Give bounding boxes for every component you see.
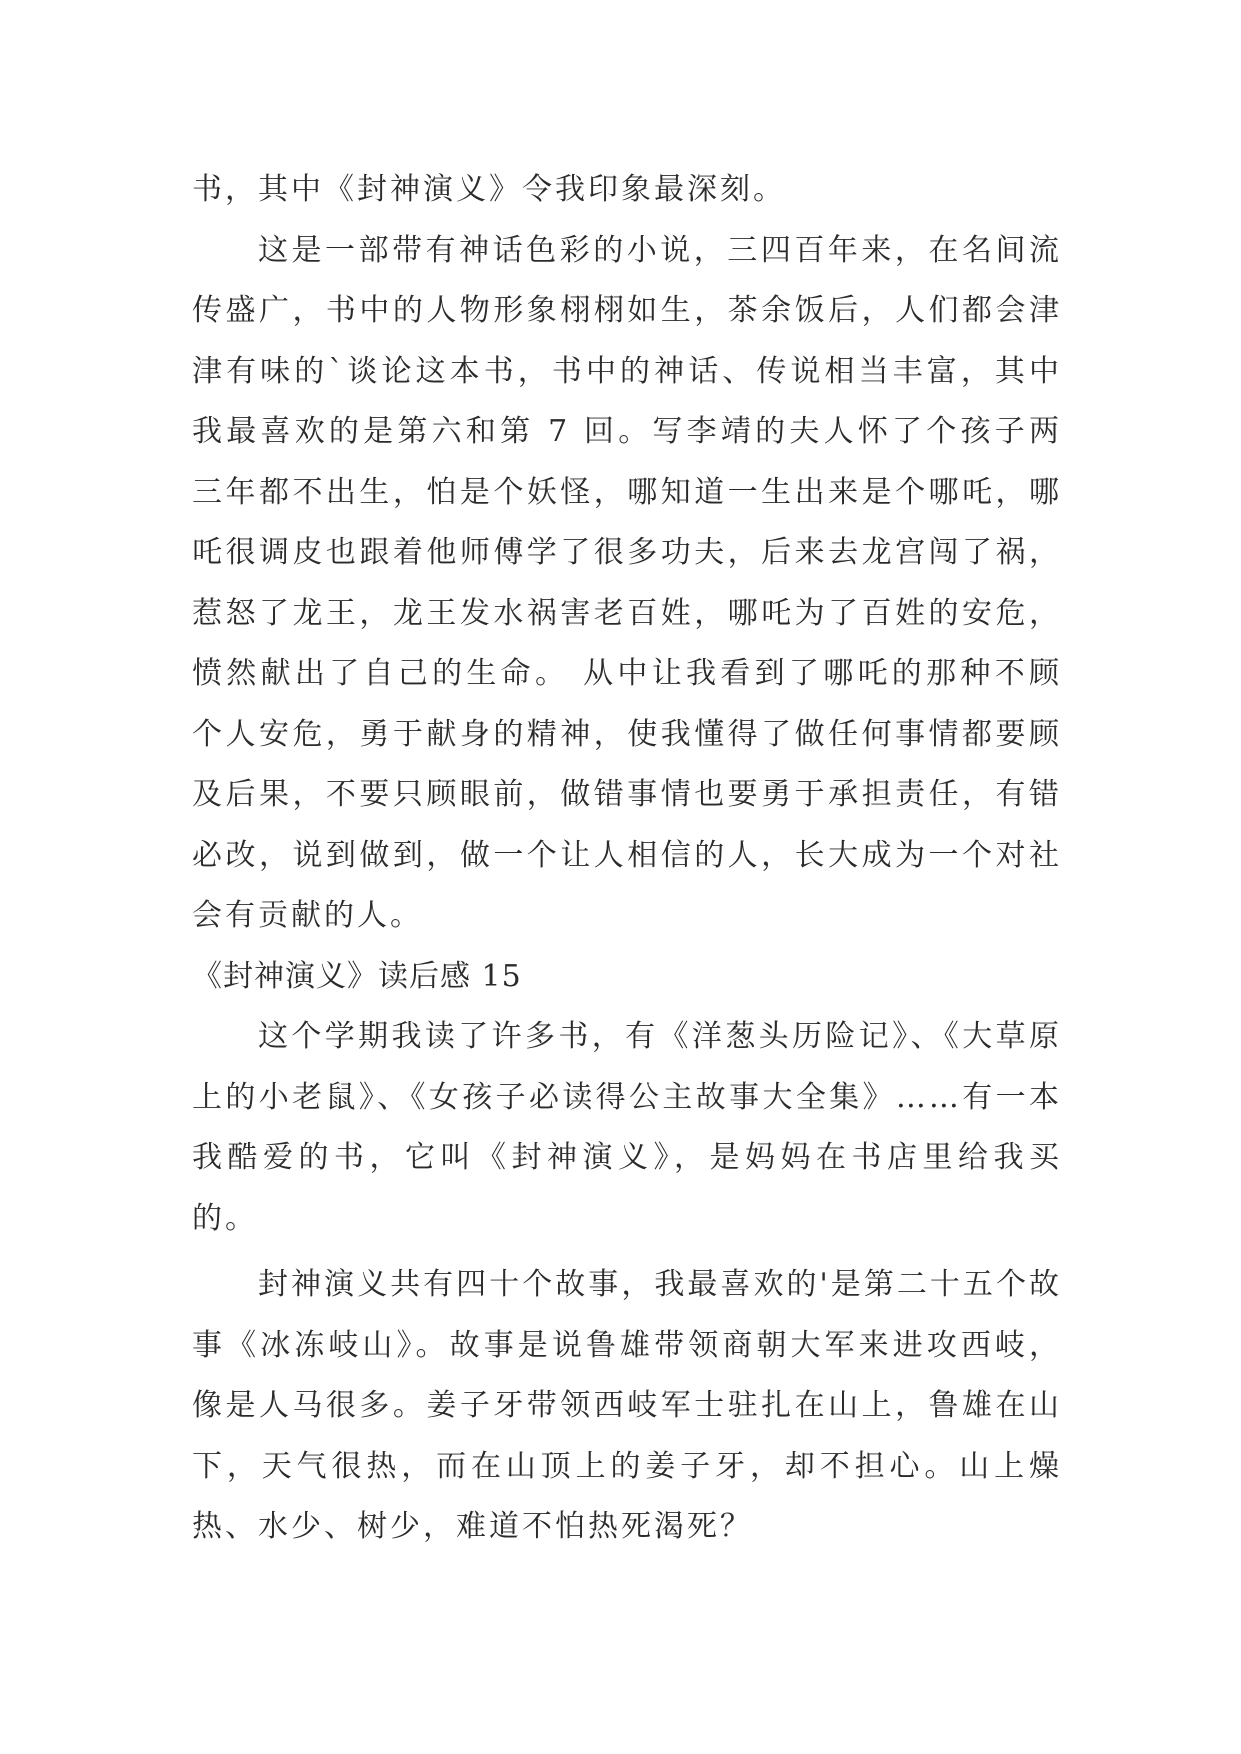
paragraph-books-read: 这个学期我读了许多书，有《洋葱头历险记》、《大草原上的小老鼠》、《女孩子必读得公主故事大全集》……有一本我酷爱的书，它叫《封神演义》，是妈妈在书店里给我买的。 bbox=[192, 1019, 1062, 1236]
document-body bbox=[192, 160, 1062, 1558]
paragraph-qishan: 封神演义共有四十个故事，我最喜欢的'是第二十五个故事《冰冻岐山》。故事是说鲁雄带领商朝大军来进攻西岐，像是人马很多。姜子牙带领西岐军士驻扎在山上，鲁雄在山下，天气很热，而在山顶上的姜子牙，却不担心。山上燥热、水少、树少，难道不怕热死渴死？ bbox=[192, 1267, 1062, 1544]
section-title: 《封神演义》读后感 15 bbox=[192, 958, 522, 994]
paragraph-continuation: 书，其中《封神演义》令我印象最深刻。 bbox=[192, 172, 786, 207]
paragraph-nezha: 这是一部带有神话色彩的小说，三四百年来，在名间流传盛广，书中的人物形象栩栩如生，茶余饭后，人们都会津津有味的`谈论这本书，书中的神话、传说相当丰富，其中我最喜欢的是第六和第 7 回。写李靖的夫人怀了个孩子两三年都不出生，怕是个妖怪，哪知道一生出来是个哪吒，哪吒很调皮也跟着他师傅学了很多功夫，后来去龙宫闯了祸，惹怒了龙王，龙王发水祸害老百姓，哪吒为了百姓的安危，愤然献出了自己的生命。 从中让我看到了哪吒的那种不顾个人安危，勇于献身的精神，使我懂得了做任何事情都要顾及后果，不要只顾眼前，做错事情也要勇于承担责任，有错必改，说到做到，做一个让人相信的人，长大成为一个对社会有贡献的人。 bbox=[192, 232, 1062, 933]
